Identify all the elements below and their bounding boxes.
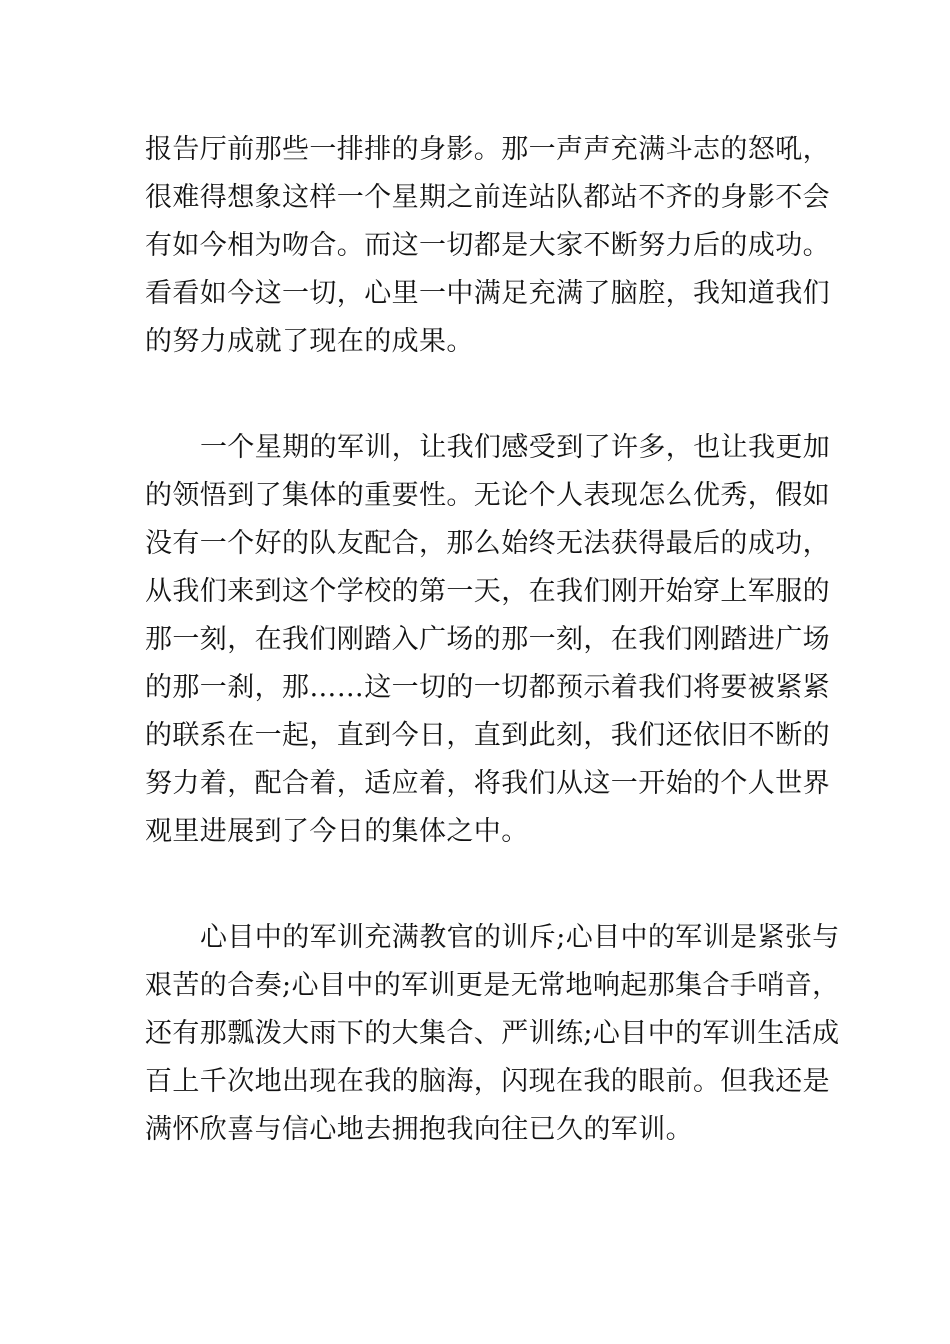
- paragraph-2-line-2: 的领悟到了集体的重要性。无论个人表现怎么优秀，假如: [145, 480, 830, 511]
- paragraph-2-line-3: 没有一个好的队友配合，那么始终无法获得最后的成功，: [145, 528, 830, 559]
- paragraph-1-line-3: 有如今相为吻合。而这一切都是大家不断努力后的成功。: [145, 230, 830, 261]
- paragraph-1-line-5: 的努力成就了现在的成果。: [145, 326, 474, 357]
- paragraph-2-line-7: 的联系在一起，直到今日，直到此刻，我们还依旧不断的: [145, 720, 830, 751]
- paragraph-2-line-6: 的那一刹，那……这一切的一切都预示着我们将要被紧紧: [145, 672, 830, 703]
- paragraph-2-line-9: 观里进展到了今日的集体之中。: [145, 816, 529, 847]
- paragraph-2-line-4: 从我们来到这个学校的第一天，在我们刚开始穿上军服的: [145, 576, 830, 607]
- paragraph-3-line-4: 百上千次地出现在我的脑海，闪现在我的眼前。但我还是: [145, 1066, 830, 1097]
- paragraph-1-line-1: 报告厅前那些一排排的身影。那一声声充满斗志的怒吼，: [145, 134, 830, 165]
- paragraph-2-line-8: 努力着，配合着，适应着，将我们从这一开始的个人世界: [145, 768, 830, 799]
- paragraph-1-line-4: 看看如今这一切，心里一中满足充满了脑腔，我知道我们: [145, 278, 830, 309]
- paragraph-3-line-3: 还有那瓢泼大雨下的大集合、严训练;心目中的军训生活成: [145, 1018, 840, 1049]
- paragraph-2-line-1: 一个星期的军训，让我们感受到了许多，也让我更加: [200, 432, 831, 463]
- paragraph-3-line-5: 满怀欣喜与信心地去拥抱我向往已久的军训。: [145, 1114, 693, 1145]
- paragraph-2-line-5: 那一刻，在我们刚踏入广场的那一刻，在我们刚踏进广场: [145, 624, 830, 655]
- paragraph-3-line-1: 心目中的军训充满教官的训斥;心目中的军训是紧张与: [200, 922, 840, 953]
- paragraph-1-line-2: 很难得想象这样一个星期之前连站队都站不齐的身影不会: [145, 182, 830, 213]
- paragraph-3-line-2: 艰苦的合奏;心目中的军训更是无常地响起那集合手哨音，: [145, 970, 840, 1001]
